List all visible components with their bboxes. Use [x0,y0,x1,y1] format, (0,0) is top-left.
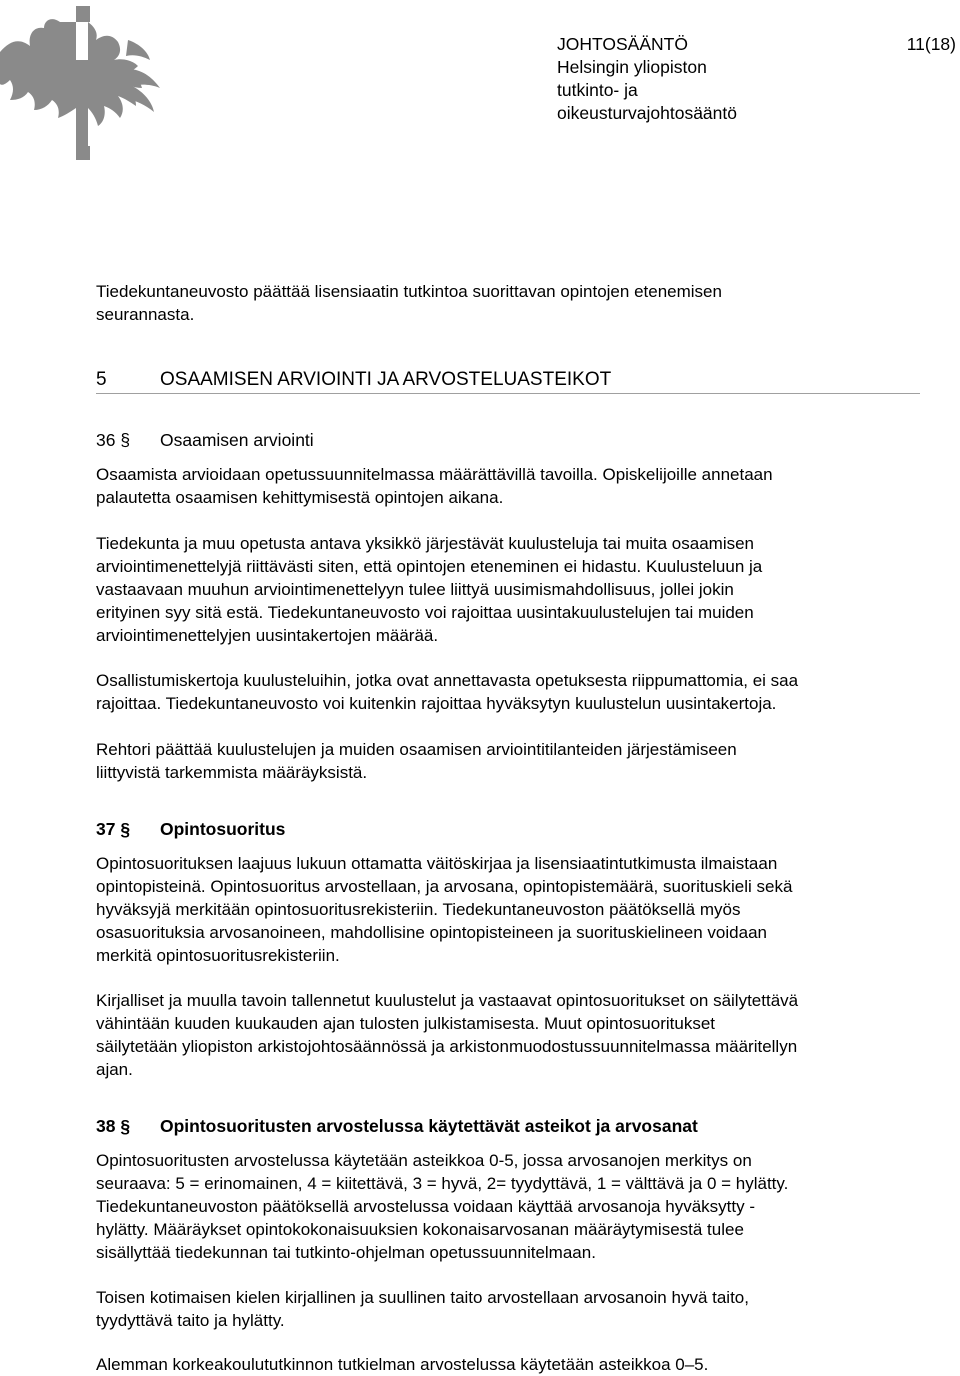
article-number: 36 [96,430,116,450]
article-title: Opintosuoritusten arvostelussa käytettävät asteikot ja arvosanat [160,1116,698,1136]
paragraph [96,1286,926,1332]
text-line: Tiedekuntaneuvosto päättää lisensiaatin tutkintoa suorittavan opintojen etenemisen [96,282,722,301]
section-symbol: § [120,1116,131,1136]
paragraph [96,532,926,647]
text-line: tyydyttävä taito ja hylätty. [96,1311,285,1330]
text-line: opintopisteinä. Opintosuoritus arvostellaan, ja arvosana, opintopistemäärä, suorituskieli sekä [96,877,793,896]
paragraph [96,989,926,1081]
text-line: seurannasta. [96,305,195,324]
text-line: palautetta osaamisen kehittymisestä opintojen aikana. [96,488,504,507]
text-line: arviointimenettelyjä riittävästi siten, että opintojen eteneminen ei hidastu. Kuulusteluun ja [96,557,763,576]
section-symbol: § [120,819,131,839]
document-header [557,33,737,125]
text-line: Opintosuorituksen laajuus lukuun ottamatta väitöskirjaa ja lisensiaatintutkimusta ilmaistaan [96,854,778,873]
section-number: 5 [96,369,107,390]
paragraph [96,738,926,784]
text-line: Osallistumiskertoja kuulusteluihin, jotka ovat annettavasta opetuksesta riippumattomia, ei saa [96,671,799,690]
text-line: Toisen kotimaisen kielen kirjallinen ja suullinen taito arvostellaan arvosanoin hyvä taito, [96,1288,749,1307]
text-line: hylätty. Määräykset opintokokonaisuuksien kokonaisarvosanan määräytymisestä tulee [96,1220,744,1239]
paragraph [96,463,926,509]
text-line: Kirjalliset ja muulla tavoin tallennetut kuulustelut ja vastaavat opintosuoritukset on säilytettävä [96,991,799,1010]
article-title: Osaamisen arviointi [160,430,314,450]
text-line: merkitä opintosuoritusrekisteriin. [96,946,340,965]
text-line: vastaavaan muuhun arviointimenettelyyn tulee liittyä uusimismahdollisuus, jollei jokin [96,580,734,599]
text-line: ajan. [96,1060,133,1079]
university-flame-logo-icon [0,0,170,165]
org-name: Helsingin yliopiston [557,57,707,77]
section-heading [96,368,920,394]
text-line: hyväksyjä merkitään opintosuoritusrekisteriin. Tiedekuntaneuvoston päätöksellä myös [96,900,741,919]
text-line: Opintosuoritusten arvostelussa käytetään asteikkoa 0-5, jossa arvosanojen merkitys on [96,1151,752,1170]
text-line: Tiedekuntaneuvoston päätöksellä arvostelussa voidaan käyttää arvosanoja hyväksytty - [96,1197,755,1216]
text-line: liittyvistä tarkemmista määräyksistä. [96,763,368,782]
text-line: rajoittaa. Tiedekuntaneuvosto voi kuitenkin rajoittaa hyväksytyn kuulustelun uusintakertoja. [96,694,777,713]
article-title: Opintosuoritus [160,819,286,839]
text-line: arviointimenettelyjen uusintakertojen määrää. [96,626,439,645]
intro-paragraph [96,280,926,326]
article-heading [96,429,314,452]
article-heading [96,1115,698,1138]
paragraph [96,1149,926,1264]
text-line: Osaamista arvioidaan opetussuunnitelmassa määrättävillä tavoilla. Opiskelijoille annetaan [96,465,773,484]
section-title: OSAAMISEN ARVIOINTI JA ARVOSTELUASTEIKOT [160,369,612,390]
article-number: 38 [96,1116,116,1136]
article-number: 37 [96,819,116,839]
page-number: 11(18) [906,34,956,54]
doc-title: JOHTOSÄÄNTÖ [557,34,688,54]
text-line: säilytetään yliopiston arkistojohtosäännössä ja arkistonmuodostussuunnitelmassa määritellyn [96,1037,798,1056]
text-line: Rehtori päättää kuulustelujen ja muiden osaamisen arviointitilanteiden järjestämiseen [96,740,737,759]
text-line: Alemman korkeakoulututkinnon tutkielman arvostelussa käytetään asteikkoa 0–5. [96,1355,709,1374]
paragraph [96,852,926,967]
article-heading [96,818,285,841]
paragraph [96,669,926,715]
text-line: erityinen syy sitä estä. Tiedekuntaneuvosto voi rajoittaa uusintakuulustelujen tai muiden [96,603,754,622]
text-line: vähintään kuuden kuukauden ajan tulosten julkistamisesta. Muut opintosuoritukset [96,1014,715,1033]
section-symbol: § [120,430,131,450]
paragraph [96,1353,926,1376]
text-line: seuraava: 5 = erinomainen, 4 = kiitettävä, 3 = hyvä, 2= tyydyttävä, 1 = välttävä ja 0 = hylätty. [96,1174,789,1193]
text-line: sisällyttää tiedekunnan tai tutkinto-ohjelman opetussuunnitelmaan. [96,1243,596,1262]
text-line: Tiedekunta ja muu opetusta antava yksikkö järjestävät kuulusteluja tai muita osaamisen [96,534,755,553]
doc-subtitle-line1: tutkinto- ja [557,80,638,100]
doc-subtitle-line2: oikeusturvajohtosääntö [557,103,737,123]
text-line: osasuorituksia arvosanoineen, mahdollisine opintopisteineen ja suorituskielineen voidaan [96,923,767,942]
